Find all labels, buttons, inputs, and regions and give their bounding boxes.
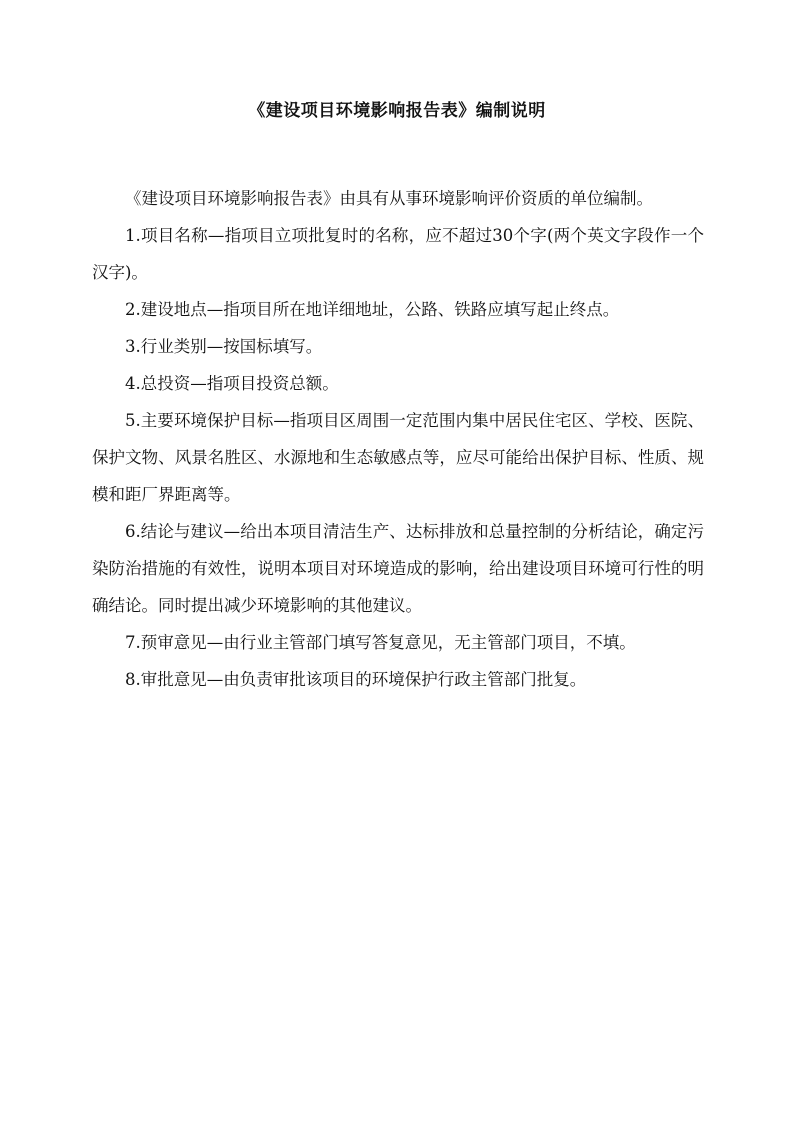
item-industry-category: 3.行业类别—按国标填写。	[125, 337, 323, 356]
item-construction-site: 2.建设地点—指项目所在地详细地址，公路、铁路应填写起止终点。	[125, 300, 620, 319]
item-total-investment: 4.总投资—指项目投资总额。	[125, 374, 339, 393]
document-title: 《建设项目环境影响报告表》编制说明	[248, 101, 546, 121]
item-approval-opinion: 8.审批意见—由负责审批该项目的环境保护行政主管部门批复。	[125, 670, 587, 689]
document-body	[92, 180, 704, 698]
item-conclusions: 6.结论与建议—给出本项目清洁生产、达标排放和总量控制的分析结论，确定污染防治措施的有效性，说明本项目对环境造成的影响，给出建设项目环境可行性的明确结论。同时提出减少环境影响的其他建议。	[92, 522, 704, 615]
intro-paragraph: 《建设项目环境影响报告表》由具有从事环境影响评价资质的单位编制。	[125, 189, 653, 208]
item-preliminary-review: 7.预审意见—由行业主管部门填写答复意见，无主管部门项目，不填。	[125, 633, 636, 652]
item-project-name: 1.项目名称—指项目立项批复时的名称，应不超过30个字(两个英文字段作一个汉字)。	[92, 226, 704, 282]
item-protection-targets: 5.主要环境保护目标—指项目区周围一定范围内集中居民住宅区、学校、医院、保护文物、风景名胜区、水源地和生态敏感点等，应尽可能给出保护目标、性质、规模和距厂界距离等。	[92, 411, 704, 504]
